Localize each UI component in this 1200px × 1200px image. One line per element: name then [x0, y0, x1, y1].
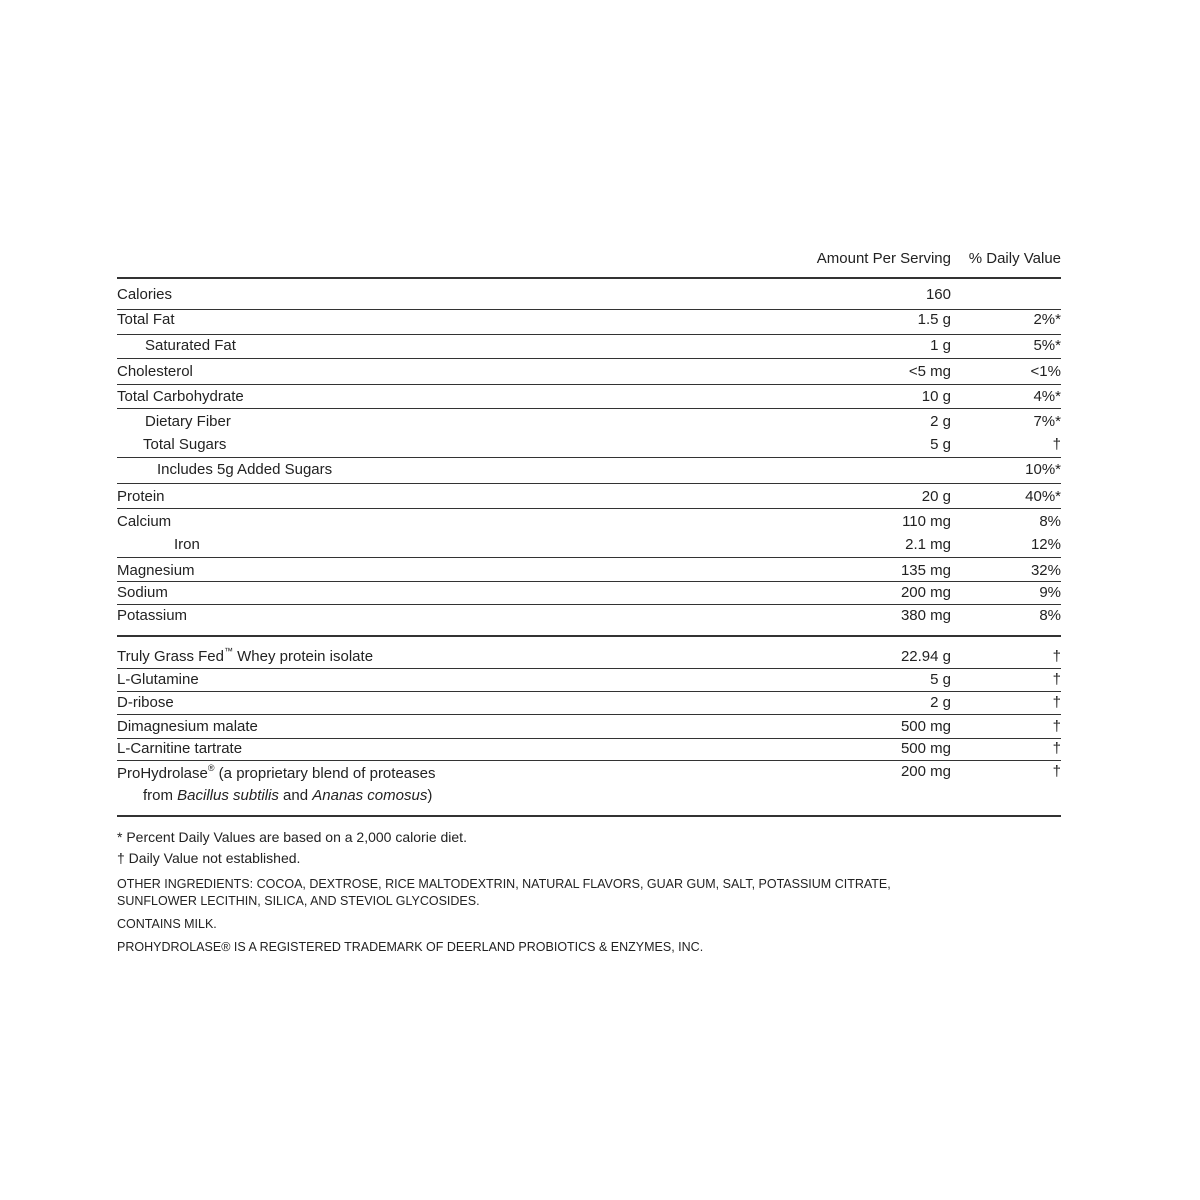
- nutrient-dv: 8%: [1039, 607, 1061, 624]
- header-rule: [117, 277, 1061, 279]
- ingredient-name: L-Carnitine tartrate: [117, 740, 243, 757]
- nutrient-row-total-fat: [117, 311, 1061, 333]
- trademark-statement: PROHYDROLASE® IS A REGISTERED TRADEMARK OF DEERLAND PROBIOTICS & ENZYMES, INC.: [117, 940, 704, 954]
- footnote-dv-not-established: † Daily Value not established.: [117, 850, 301, 866]
- ingredient-name: ProHydrolase® (a proprietary blend of proteases: [117, 763, 436, 782]
- nutrient-amount: 10 g: [921, 388, 951, 405]
- ingredient-row-d-ribose: [117, 694, 1061, 716]
- nutrient-dv: 8%: [1039, 513, 1061, 530]
- nutrient-name: Total Sugars: [143, 436, 227, 453]
- nutrient-name: Protein: [117, 488, 165, 505]
- ingredient-dv: †: [1052, 694, 1061, 711]
- nutrient-name: Total Fat: [117, 311, 175, 328]
- nutrient-name: Magnesium: [117, 562, 195, 579]
- row-divider: [117, 309, 1061, 310]
- nutrient-dv: 9%: [1039, 584, 1061, 601]
- ingredient-dv: †: [1052, 648, 1061, 665]
- ingredient-amount: 5 g: [930, 671, 951, 688]
- nutrient-amount: 2.1 mg: [905, 536, 951, 553]
- nutrient-name: Calories: [117, 286, 173, 303]
- nutrient-row-calcium: [117, 513, 1061, 535]
- ingredient-amount: 500 mg: [900, 740, 951, 757]
- nutrient-row-added-sugars: [117, 461, 1061, 483]
- nutrient-row-total-sugars: [117, 436, 1061, 458]
- nutrient-row-potassium: [117, 607, 1061, 629]
- nutrient-dv: 4%*: [1033, 388, 1061, 405]
- amount-per-serving-header: Amount Per Serving: [816, 250, 951, 267]
- trademark-symbol: ™: [223, 646, 233, 656]
- nutrient-name: Sodium: [117, 584, 168, 601]
- nutrient-name: Includes 5g Added Sugars: [157, 461, 333, 478]
- ingredient-row-prohydrolase: [117, 765, 1061, 809]
- row-divider: [117, 483, 1061, 484]
- ingredient-amount: 500 mg: [900, 718, 951, 735]
- nutrient-dv: <1%: [1030, 363, 1061, 380]
- nutrient-row-dietary-fiber: [117, 413, 1061, 435]
- nutrient-name: Calcium: [117, 513, 172, 530]
- nutrient-row-cholesterol: [117, 363, 1061, 385]
- supplement-facts-panel: [117, 0, 1061, 1200]
- ingredient-name: L-Glutamine: [117, 671, 199, 688]
- nutrient-amount: 200 mg: [900, 584, 951, 601]
- nutrient-row-saturated-fat: [117, 337, 1061, 359]
- nutrient-name: Cholesterol: [117, 363, 193, 380]
- ingredient-row-l-glutamine: [117, 671, 1061, 693]
- registered-symbol: ®: [207, 763, 215, 773]
- nutrient-name: Dietary Fiber: [145, 413, 231, 430]
- ingredient-dv: †: [1052, 718, 1061, 735]
- nutrient-row-iron: [117, 536, 1061, 558]
- ingredient-amount: 200 mg: [900, 763, 951, 780]
- allergen-statement: CONTAINS MILK.: [117, 917, 217, 931]
- nutrient-dv: 32%: [1030, 562, 1061, 579]
- nutrient-amount: 135 mg: [900, 562, 951, 579]
- nutrient-dv: †: [1052, 436, 1061, 453]
- nutrient-row-calories: [117, 286, 1061, 308]
- nutrient-row-sodium: [117, 584, 1061, 606]
- other-ingredients: OTHER INGREDIENTS: COCOA, DEXTROSE, RICE MALTODEXTRIN, NATURAL FLAVORS, GUAR GUM, SALT, POTASSIUM CITRATE, SUNFLOWER LECITHIN, SILICA, AND STEVIOL GLYCOSIDES.: [117, 877, 891, 908]
- nutrient-dv: 7%*: [1033, 413, 1061, 430]
- nutrient-amount: 5 g: [930, 436, 951, 453]
- nutrient-dv: 12%: [1030, 536, 1061, 553]
- nutrient-dv: 10%*: [1025, 461, 1061, 478]
- row-divider: [117, 334, 1061, 335]
- ingredient-amount: 2 g: [930, 694, 951, 711]
- nutrient-dv: 5%*: [1033, 337, 1061, 354]
- ingredient-amount: 22.94 g: [900, 648, 951, 665]
- nutrient-name: Total Carbohydrate: [117, 388, 244, 405]
- nutrient-amount: 1.5 g: [917, 311, 951, 328]
- nutrient-name: Potassium: [117, 607, 188, 624]
- ingredient-dv: †: [1052, 671, 1061, 688]
- nutrient-dv: 2%*: [1033, 311, 1061, 328]
- nutrient-amount: 2 g: [930, 413, 951, 430]
- ingredient-name: D-ribose: [117, 694, 174, 711]
- nutrient-name: Saturated Fat: [145, 337, 236, 354]
- nutrient-dv: 40%*: [1025, 488, 1061, 505]
- nutrient-row-magnesium: [117, 562, 1061, 584]
- ingredient-row-whey-protein: [117, 648, 1061, 670]
- nutrient-row-total-carbohydrate: [117, 388, 1061, 410]
- ingredient-name: Dimagnesium malate: [117, 718, 258, 735]
- nutrient-row-protein: [117, 488, 1061, 510]
- daily-value-header: % Daily Value: [968, 250, 1061, 267]
- ingredient-name-line2: from Bacillus subtilis and Ananas comosus): [143, 787, 433, 804]
- footer-rule: [117, 815, 1061, 817]
- footnote-percent-dv: * Percent Daily Values are based on a 2,000 calorie diet.: [117, 829, 467, 845]
- ingredient-name: Truly Grass Fed™ Whey protein isolate: [117, 646, 374, 665]
- nutrient-amount: 20 g: [921, 488, 951, 505]
- nutrient-amount: 160: [925, 286, 951, 303]
- section-rule: [117, 635, 1061, 637]
- ingredient-dv: †: [1052, 763, 1061, 780]
- nutrient-amount: 110 mg: [902, 513, 951, 530]
- nutrient-amount: <5 mg: [908, 363, 951, 380]
- nutrient-name: Iron: [174, 536, 200, 553]
- ingredient-row-dimagnesium-malate: [117, 718, 1061, 740]
- ingredient-dv: †: [1052, 740, 1061, 757]
- nutrient-amount: 380 mg: [900, 607, 951, 624]
- nutrient-amount: 1 g: [930, 337, 951, 354]
- ingredient-row-l-carnitine: [117, 740, 1061, 762]
